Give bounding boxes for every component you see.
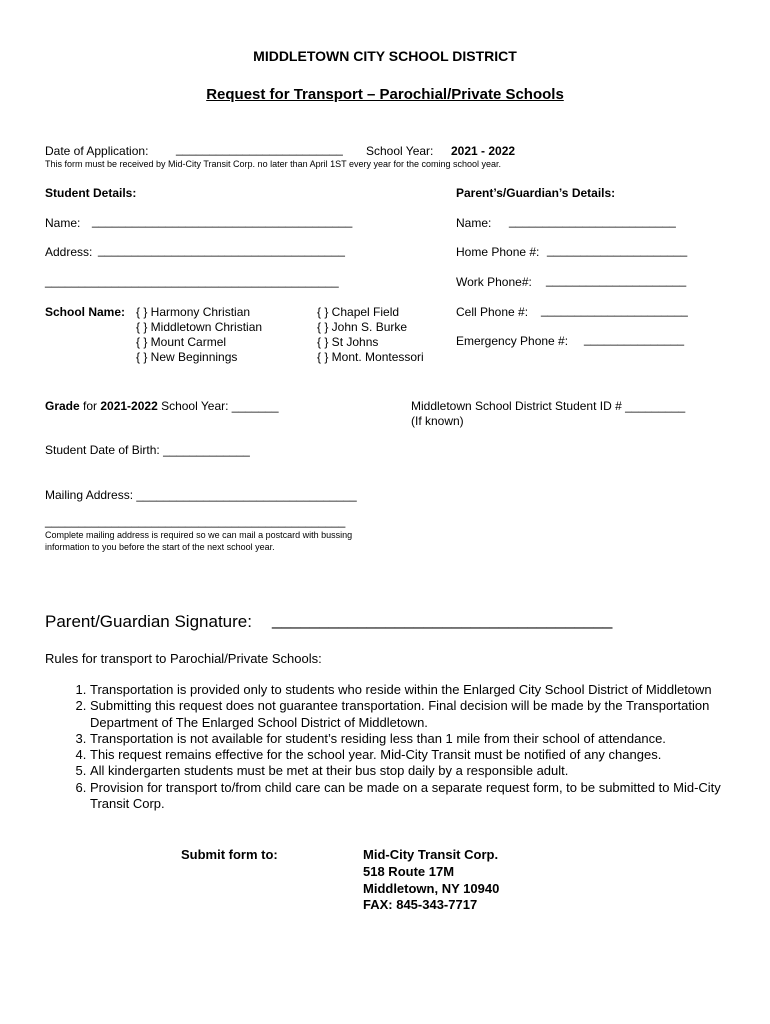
- student-name-field[interactable]: _______________________________________: [92, 214, 353, 228]
- rules-heading: Rules for transport to Parochial/Private Schools:: [45, 651, 322, 666]
- rules-list: [60, 682, 750, 812]
- mailing-address-line2-field[interactable]: _____________________________________________: [45, 514, 346, 528]
- school-option-st-johns[interactable]: { } St Johns: [317, 335, 379, 349]
- rule-item-6: 6. Provision for transport to/from child care can be made on a separate request form, to be submitted to Mid-City Transit Corp.: [90, 780, 750, 813]
- student-address-field[interactable]: _____________________________________: [98, 243, 345, 257]
- home-phone-label: Home Phone #:: [456, 245, 540, 259]
- school-year-value: 2021 - 2022: [451, 144, 516, 158]
- school-year-label: School Year:: [366, 144, 434, 158]
- parent-name-label: Name:: [456, 216, 492, 230]
- date-of-application-label: Date of Application:: [45, 144, 149, 158]
- work-phone-field[interactable]: _____________________: [546, 273, 687, 287]
- student-address-label: Address:: [45, 245, 93, 259]
- submit-address-line-2: 518 Route 17M: [363, 864, 455, 879]
- school-option-mount-carmel[interactable]: { } Mount Carmel: [136, 335, 227, 349]
- grade-year: 2021-2022: [100, 399, 158, 413]
- district-student-id-note: (If known): [411, 414, 464, 428]
- cell-phone-label: Cell Phone #:: [456, 305, 529, 319]
- mailing-address-note-1: Complete mailing address is required so we can mail a postcard with bussing: [45, 530, 353, 540]
- signature-label: Parent/Guardian Signature:: [45, 612, 252, 631]
- submit-address-line-1: Mid-City Transit Corp.: [363, 847, 499, 862]
- parent-details-heading: Parent’s/Guardian’s Details:: [456, 186, 616, 200]
- parent-name-field[interactable]: _________________________: [509, 214, 676, 228]
- signature-field[interactable]: ____________________________________: [272, 610, 613, 629]
- cell-phone-field[interactable]: ______________________: [541, 303, 688, 317]
- submit-form-label: Submit form to:: [181, 847, 278, 862]
- form-subtitle: Request for Transport – Parochial/Private Schools: [206, 86, 564, 103]
- student-name-label: Name:: [45, 216, 81, 230]
- home-phone-field[interactable]: _____________________: [547, 243, 688, 257]
- grade-field[interactable]: School Year: _______: [157, 399, 279, 413]
- deadline-notice: This form must be received by Mid-City Transit Corp. no later than April 1ST every year for the coming school year.: [45, 159, 502, 169]
- page-title: MIDDLETOWN CITY SCHOOL DISTRICT: [253, 48, 517, 64]
- student-address-line2-field[interactable]: ____________________________________________: [45, 274, 339, 288]
- rule-item-2: 2. Submitting this request does not guarantee transportation. Final decision will be made by the Transportation Department of The Enlarged School District of Middletown.: [90, 698, 750, 731]
- submit-fax-line: FAX: 845-343-7717: [363, 897, 478, 912]
- mailing-address-field[interactable]: Mailing Address: _________________________________: [45, 488, 357, 502]
- grade-for-text: for: [79, 399, 101, 413]
- grade-label: Grade: [45, 399, 80, 413]
- date-of-birth-field[interactable]: Student Date of Birth: _____________: [45, 443, 250, 457]
- emergency-phone-label: Emergency Phone #:: [456, 334, 569, 348]
- school-option-chapel-field[interactable]: { } Chapel Field: [317, 305, 400, 319]
- rule-item-1: 1. Transportation is provided only to students who reside within the Enlarged City School District of Middletown: [90, 682, 750, 698]
- district-student-id-field[interactable]: Middletown School District Student ID # _________: [411, 399, 686, 413]
- submit-address-line-3: Middletown, NY 10940: [363, 881, 500, 896]
- school-option-middletown-christian[interactable]: { } Middletown Christian: [136, 320, 263, 334]
- school-option-harmony-christian[interactable]: { } Harmony Christian: [136, 305, 251, 319]
- rule-item-4: 4. This request remains effective for the school year. Mid-City Transit must be notified of any changes.: [90, 747, 750, 763]
- school-option-new-beginnings[interactable]: { } New Beginnings: [136, 350, 238, 364]
- mailing-address-note-2: information to you before the start of the next school year.: [45, 542, 275, 552]
- school-name-label: School Name:: [45, 305, 126, 319]
- emergency-phone-field[interactable]: _______________: [584, 332, 685, 346]
- school-option-john-s-burke[interactable]: { } John S. Burke: [317, 320, 408, 334]
- date-of-application-field[interactable]: _________________________: [176, 142, 343, 156]
- rule-item-5: 5. All kindergarten students must be met at their bus stop daily by a responsible adult.: [90, 763, 750, 779]
- grade-line[interactable]: [45, 399, 279, 413]
- student-details-heading: Student Details:: [45, 186, 137, 200]
- rule-item-3: 3. Transportation is not available for student’s residing less than 1 mile from their school of attendance.: [90, 731, 750, 747]
- school-option-mont-montessori[interactable]: { } Mont. Montessori: [317, 350, 424, 364]
- work-phone-label: Work Phone#:: [456, 275, 532, 289]
